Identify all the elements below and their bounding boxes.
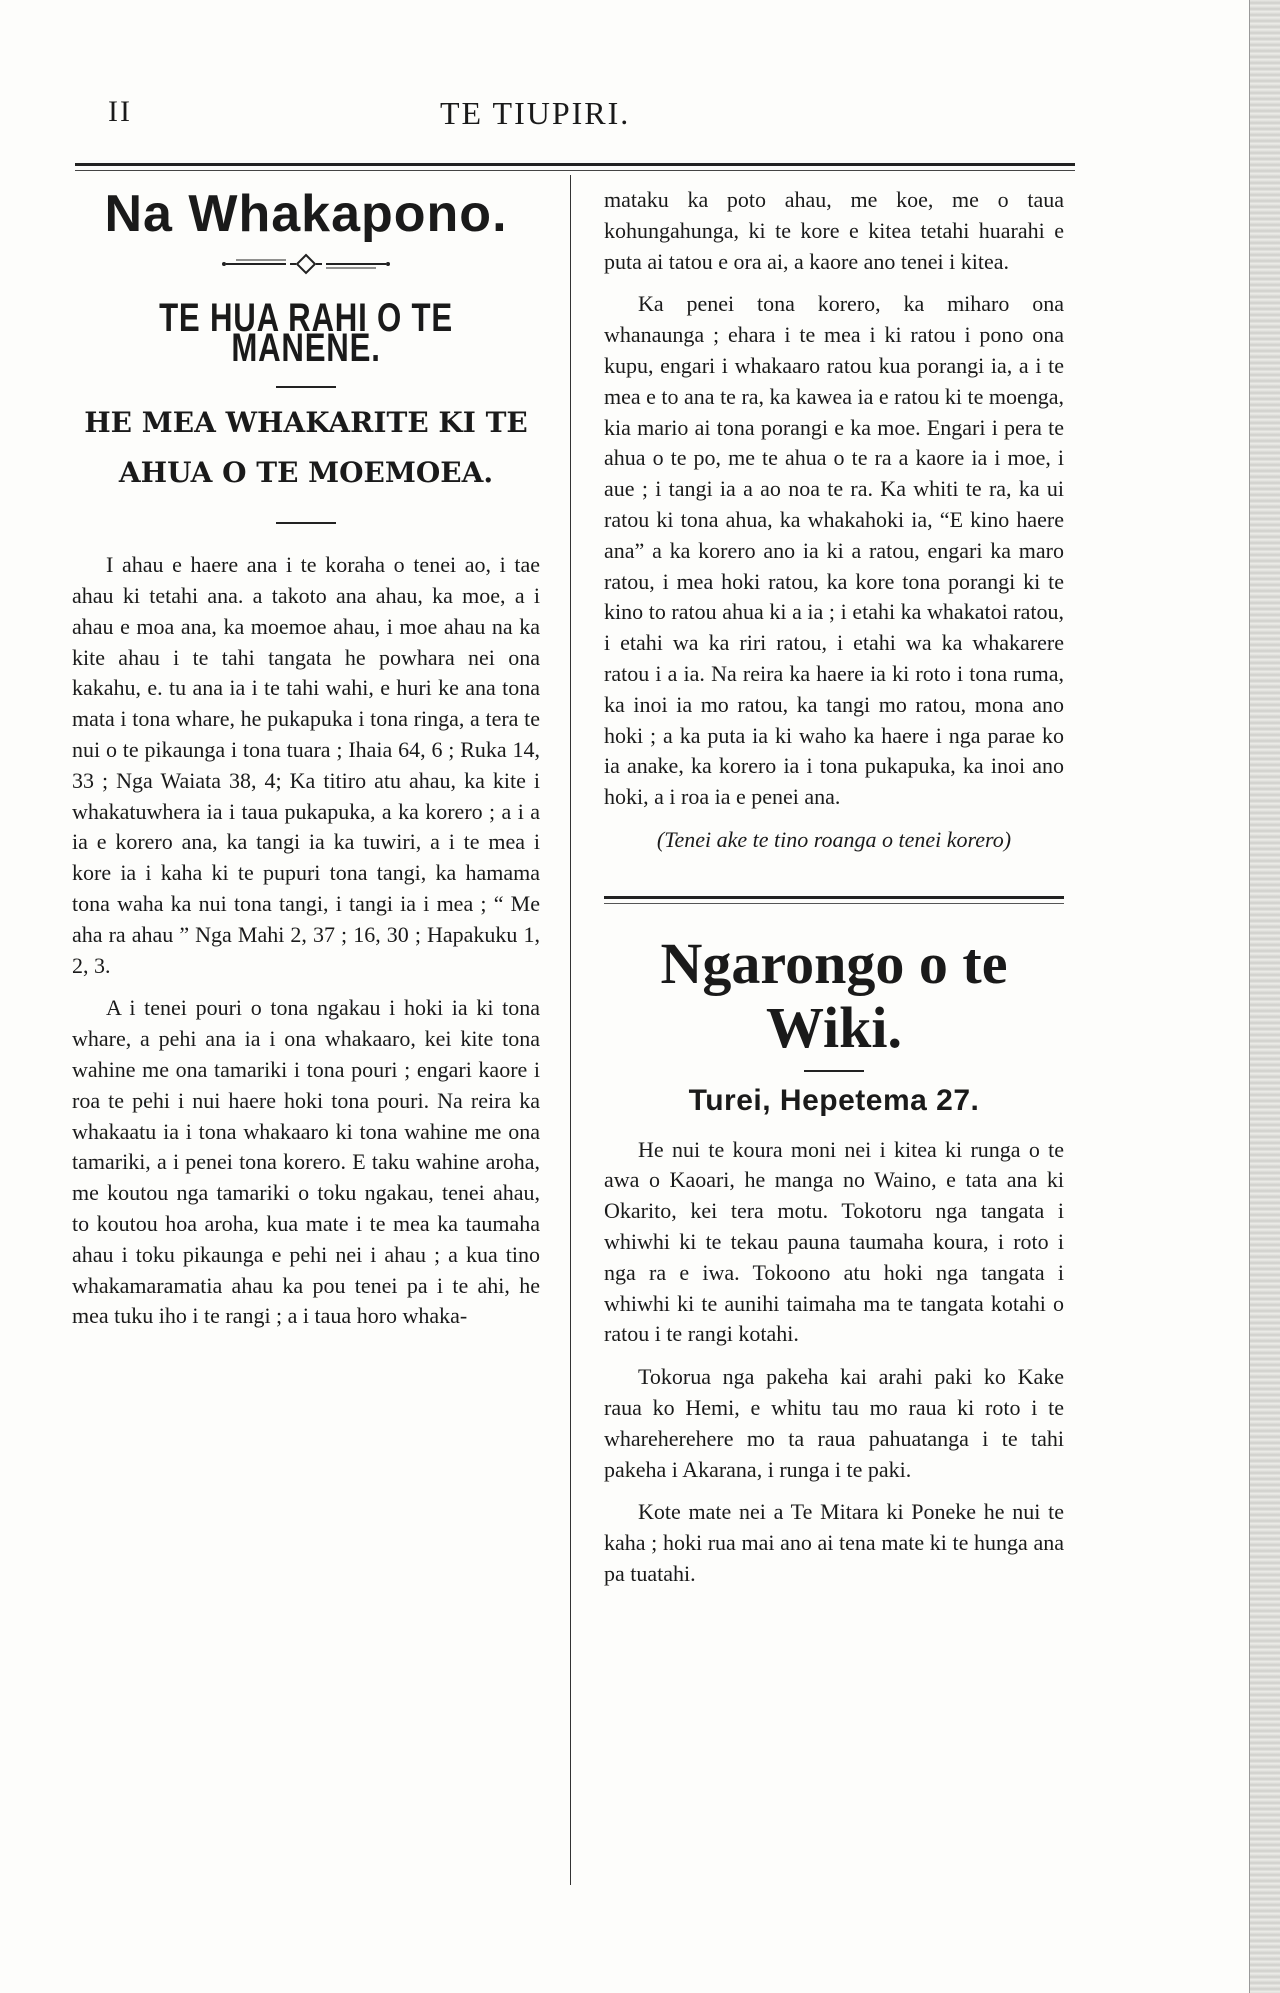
continuation-note: (Tenei ake te tino roanga o tenei korero)	[656, 826, 1012, 852]
section-title-na-whakapono: Na Whakapono.	[104, 185, 508, 243]
header-rule	[75, 163, 1075, 166]
news-paragraph: Tokorua nga pakeha kai arahi paki ko Kake raua ko Hemi, e whitu tau mo raua ki roto i te whareherehere mo ta raua pahuatanga i te tahi pakeha i Akarana, i runga i te paki.	[604, 1364, 1064, 1482]
short-rule	[276, 522, 336, 524]
paragraph: Ka penei tona korero, ka miharo ona whanaunga ; ehara i te mea i ki ratou i pono ona kupu, engari i whakaaro ratou kua porangi ia, a i te mea e to ana te ra, ka kawea ia e ratou ki te moenga, kia mario ai tona porangi e ka moe. Engari i pera te ahua o te po, me te ahua o te ra a kaore ia i moe, i aue ; i tangi ia a ao noa te ra. Ka whiti te ra, ka ui ratou ki tona ahua, ka whakahoki ia, “E kino haere ana” a ka korero ano ia ki a ratou, engari ka maro ratou, i mea hoki ratou, ka kore tona porangi ki te kino to ratou ahua ki a ia ; i etahi ka whakatoi ratou, i etahi wa ka riri ratou, i etahi wa ka whakarere ratou i a ia. Na reira ka haere ia ki roto i tona ruma, ka inoi ia mo ratou, ka tangi mo ratou, mona ano hoki ; a ka puta ia ki waho ka haere i nga parae ko ia anake, ka korero ia i tona pukapuka, ka inoi ano hoki, a i roa ia e penei ana.	[604, 291, 1064, 810]
ornament-icon	[72, 252, 540, 285]
right-column	[604, 185, 1064, 1602]
paragraph: mataku ka poto ahau, me koe, me o taua kohungahunga, ki te kore e kitea tetahi huarahi e puta ai tatou e ora ai, a kaore ano tenei i kitea.	[604, 187, 1064, 274]
page-number: II	[108, 95, 132, 128]
subheading-moemoea: HE MEA WHAKARITE KI TE AHUA O TE MOEMOEA.	[84, 406, 528, 490]
column-divider	[570, 175, 571, 1885]
short-rule	[276, 386, 336, 388]
news-paragraph: He nui te koura moni nei i kitea ki runga o te awa o Kaoari, he manga no Waino, e tata ana ki Okarito, kei tera motu. Tokotoru nga tangata i whiwhi ki te tekau pauna taumaha koura, i roto i nga ra e iwa. Tokoono atu hoki nga tangata i whiwhi ki te aunihi taimaha ma te tangata kotahi o ratou i te rangi kotahi.	[604, 1136, 1064, 1347]
date-heading: Turei, Hepetema 27.	[688, 1083, 980, 1117]
page-edge-strip	[1249, 0, 1280, 1993]
left-column	[72, 185, 540, 1344]
running-title: TE TIUPIRI.	[440, 95, 631, 131]
page-header	[0, 95, 1280, 145]
header-rule-thin	[75, 170, 1075, 171]
section-title-ngarongo: Ngarongo o te Wiki.	[660, 930, 1008, 1060]
heading-te-hua-rahi: TE HUA RAHI O TE MANENE.	[159, 295, 453, 371]
section-rule	[604, 896, 1064, 899]
paragraph: A i tenei pouri o tona ngakau i hoki ia ki tona whare, a pehi ana ia i ona whakaaro, kei kite tona wahine me ona tamariki i tona pouri ; engari kaore i roa te pehi i nui haere hoki tona pouri. Na reira ka whakaatu ia i tona whakaaro ki tona wahine me ona tamariki, a i penei tona korero. E taku wahine aroha, me koutou nga tamariki o toku ngakau, tenei ahau, to koutou hoa aroha, kua mate i te mea ka taumaha ahau i toku pikaunga e pehi nei i ahau ; a kua tino whakamaramatia ahau ka pou tenei pa i te ahi, he mea tuku iho i te rangi ; a i taua horo whaka-	[72, 995, 540, 1329]
paragraph: I ahau e haere ana i te koraha o tenei ao, i tae ahau ki tetahi ana. a takoto ana ahau, ka moe, a i ahau e moa ana, ka moemoe ahau, i moe ahau na ka kite ahau i te tahi tangata he powhara nei ona kakahu, e. tu ana ia i te tahi wahi, e huri ke ana tona mata i tona whare, he pukapuka i tona ringa, a tera te nui o te pikaunga i tona tuara ; Ihaia 64, 6 ; Ruka 14, 33 ; Nga Waiata 38, 4; Ka titiro atu ahau, ka kite i whakatuwhera ia i taua pukapuka, a ka korero ; a i a ia e korero ana, ka tangi ia ka tuwiri, a i te mea i kore ia i kaha ki te pupuri tona tangi, ka hamama tona waha ka nui tona tangi, i tangi ia i mea ; “ Me aha ra ahau ” Nga Mahi 2, 37 ; 16, 30 ; Hapakuku 1, 2, 3.	[72, 552, 540, 978]
section-rule-thin	[604, 903, 1064, 904]
short-rule	[804, 1070, 864, 1072]
news-paragraph: Kote mate nei a Te Mitara ki Poneke he nui te kaha ; hoki rua mai ano ai tena mate ki te hunga ana pa tuatahi.	[604, 1499, 1064, 1586]
